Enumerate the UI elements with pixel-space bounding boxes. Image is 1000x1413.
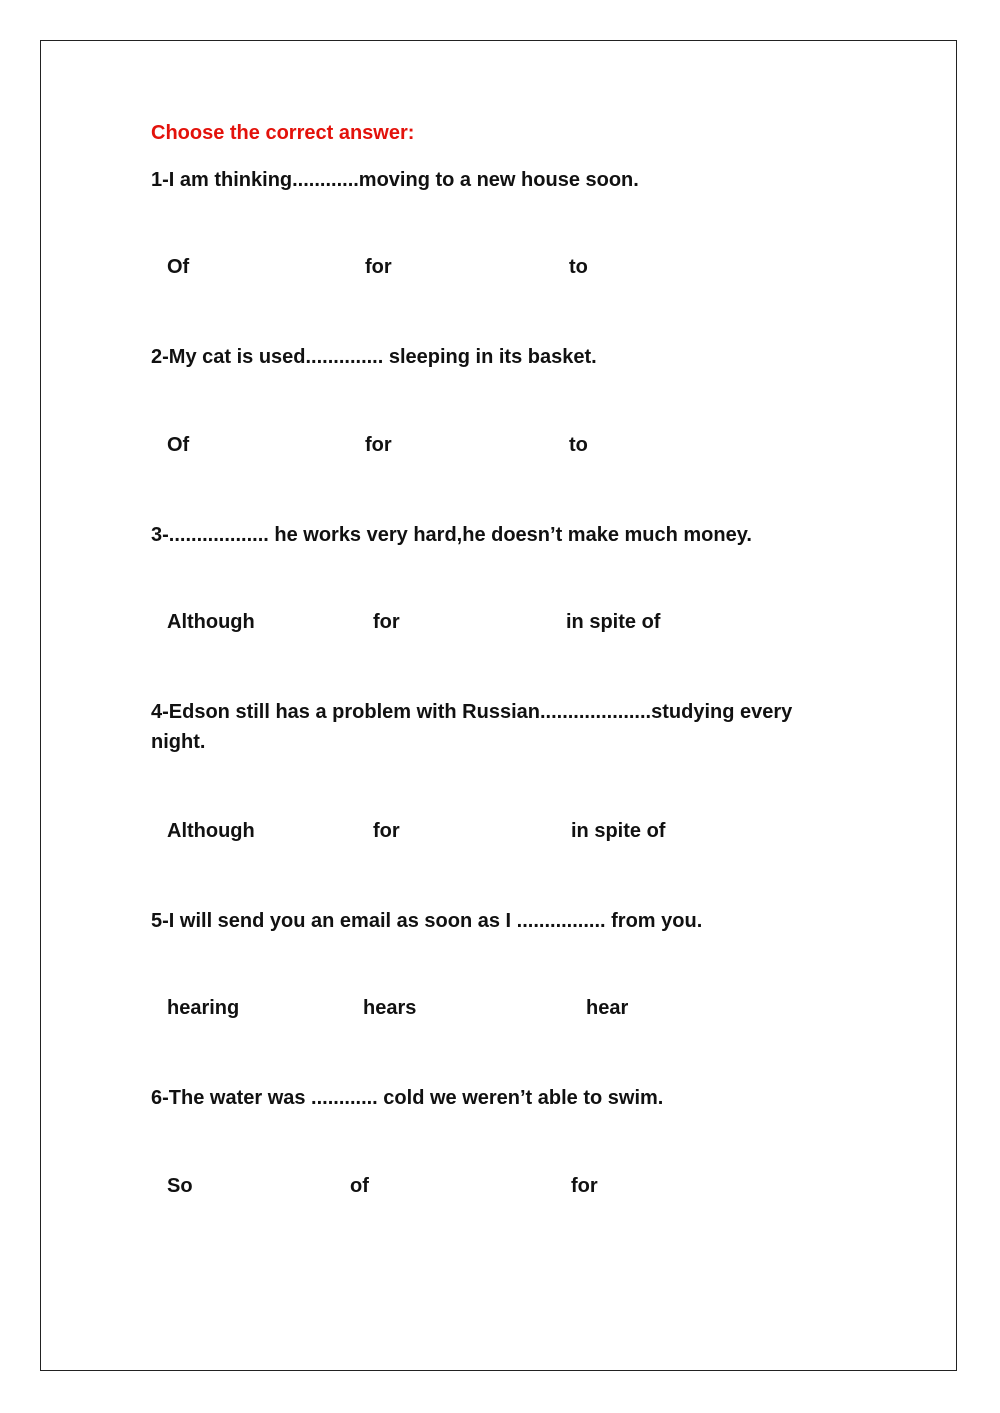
question-5-option-a[interactable]: hearing <box>167 997 240 1019</box>
question-3-option-c[interactable]: in spite of <box>566 611 661 633</box>
question-5: 5-I will send you an email as soon as I ................ from you. <box>151 910 703 932</box>
question-6: 6-The water was ............ cold we weren’t able to swim. <box>151 1087 664 1109</box>
instruction-heading: Choose the correct answer: <box>151 122 415 144</box>
question-4-option-b[interactable]: for <box>373 820 400 842</box>
question-2-option-a[interactable]: Of <box>167 434 190 456</box>
question-3-option-a[interactable]: Although <box>167 611 255 633</box>
question-4-option-c[interactable]: in spite of <box>571 820 666 842</box>
question-3: 3-.................. he works very hard,he doesn’t make much money. <box>151 524 752 546</box>
question-1-option-b[interactable]: for <box>365 256 392 278</box>
question-5-option-b[interactable]: hears <box>363 997 417 1019</box>
question-1-option-c[interactable]: to <box>569 256 588 278</box>
question-6-option-c[interactable]: for <box>571 1175 598 1197</box>
question-1: 1-I am thinking............moving to a new house soon. <box>151 169 639 191</box>
question-4-option-a[interactable]: Although <box>167 820 255 842</box>
question-2-option-b[interactable]: for <box>365 434 392 456</box>
question-4: 4-Edson still has a problem with Russian....................studying every night. <box>151 701 793 753</box>
question-6-option-a[interactable]: So <box>167 1175 193 1197</box>
question-2: 2-My cat is used.............. sleeping in its basket. <box>151 346 597 368</box>
question-6-option-b[interactable]: of <box>350 1175 369 1197</box>
question-5-option-c[interactable]: hear <box>586 997 629 1019</box>
question-2-option-c[interactable]: to <box>569 434 588 456</box>
question-1-option-a[interactable]: Of <box>167 256 190 278</box>
question-3-option-b[interactable]: for <box>373 611 400 633</box>
